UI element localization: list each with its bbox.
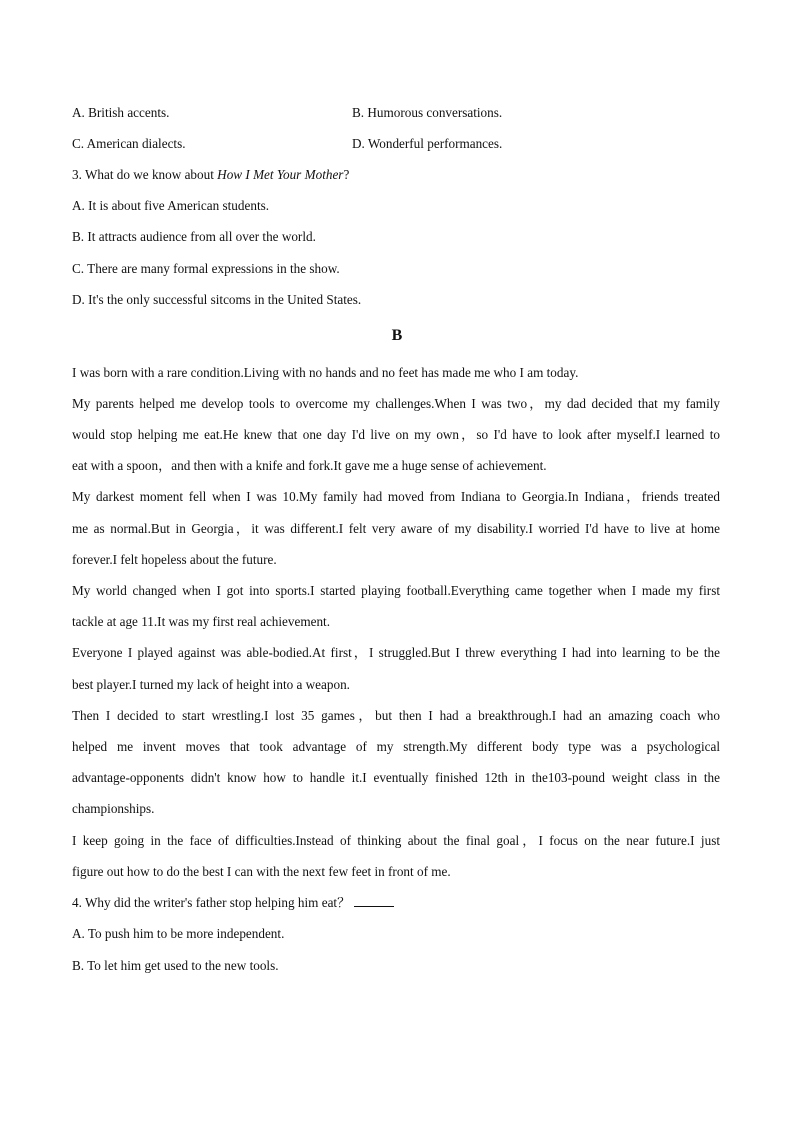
section-heading-b: B bbox=[391, 327, 403, 344]
q4-stem bbox=[72, 894, 394, 911]
passage-line: figure out how to do the best I can with the next few feet in front of me. bbox=[72, 864, 451, 879]
q3-stem bbox=[72, 166, 349, 183]
q2-option-d: D. Wonderful performances. bbox=[352, 136, 503, 151]
q4-stem-text: 4. Why did the writer's father stop helping him eat？ bbox=[72, 895, 351, 910]
q3-option-b: B. It attracts audience from all over the world. bbox=[72, 229, 316, 244]
q3-option-c: C. There are many formal expressions in the show. bbox=[72, 261, 340, 276]
passage-line: My world changed when I got into sports.I started playing football.Everything came together when I made my first bbox=[72, 583, 720, 598]
passage-line: helped me invent moves that took advantage of my strength.My different body type was a psychological bbox=[72, 739, 720, 754]
q2-option-b: B. Humorous conversations. bbox=[352, 105, 503, 120]
passage-line: Everyone I played against was able-bodied.At first，I struggled.But I threw everything I had into learning to be the bbox=[72, 645, 720, 660]
q4-option-b: B. To let him get used to the new tools. bbox=[72, 958, 279, 973]
passage-line: advantage-opponents didn't know how to handle it.I eventually finished 12th in the103-pound weight class in the bbox=[72, 770, 720, 785]
q2-option-c: C. American dialects. bbox=[72, 136, 186, 151]
passage-line: My parents helped me develop tools to overcome my challenges.When I was two，my dad decided that my family bbox=[72, 396, 720, 411]
q4-option-a: A. To push him to be more independent. bbox=[72, 926, 285, 941]
passage-line: Then I decided to start wrestling.I lost 35 games，but then I had a breakthrough.I had an amazing coach who bbox=[72, 708, 720, 723]
passage-line: I keep going in the face of difficulties.Instead of thinking about the final goal，I focus on the near future.I just bbox=[72, 833, 720, 848]
q2-option-a: A. British accents. bbox=[72, 105, 170, 120]
q3-stem-prefix: 3. What do we know about bbox=[72, 167, 218, 182]
passage-line: best player.I turned my lack of height into a weapon. bbox=[72, 677, 350, 692]
passage-line: My darkest moment fell when I was 10.My family had moved from Indiana to Georgia.In Indiana，friends treated bbox=[72, 489, 720, 504]
q3-option-a: A. It is about five American students. bbox=[72, 198, 270, 213]
passage-line: eat with a spoon，and then with a knife and fork.It gave me a huge sense of achievement. bbox=[72, 458, 547, 473]
passage-line: forever.I felt hopeless about the future. bbox=[72, 552, 277, 567]
passage-line: I was born with a rare condition.Living with no hands and no feet has made me who I am today. bbox=[72, 365, 579, 380]
q3-show-title: How I Met Your Mother bbox=[217, 167, 344, 182]
passage-line: me as normal.But in Georgia，it was different.I felt very aware of my disability.I worried I'd have to live at home bbox=[72, 521, 720, 536]
passage-line: would stop helping me eat.He knew that one day I'd live on my own，so I'd have to look after myself.I learned to bbox=[72, 427, 720, 442]
q3-option-d: D. It's the only successful sitcoms in the United States. bbox=[72, 292, 362, 307]
passage-line: tackle at age 11.It was my first real achievement. bbox=[72, 614, 331, 629]
answer-blank[interactable] bbox=[354, 894, 394, 907]
q3-stem-suffix: ? bbox=[343, 167, 350, 182]
passage-line: championships. bbox=[72, 801, 155, 816]
